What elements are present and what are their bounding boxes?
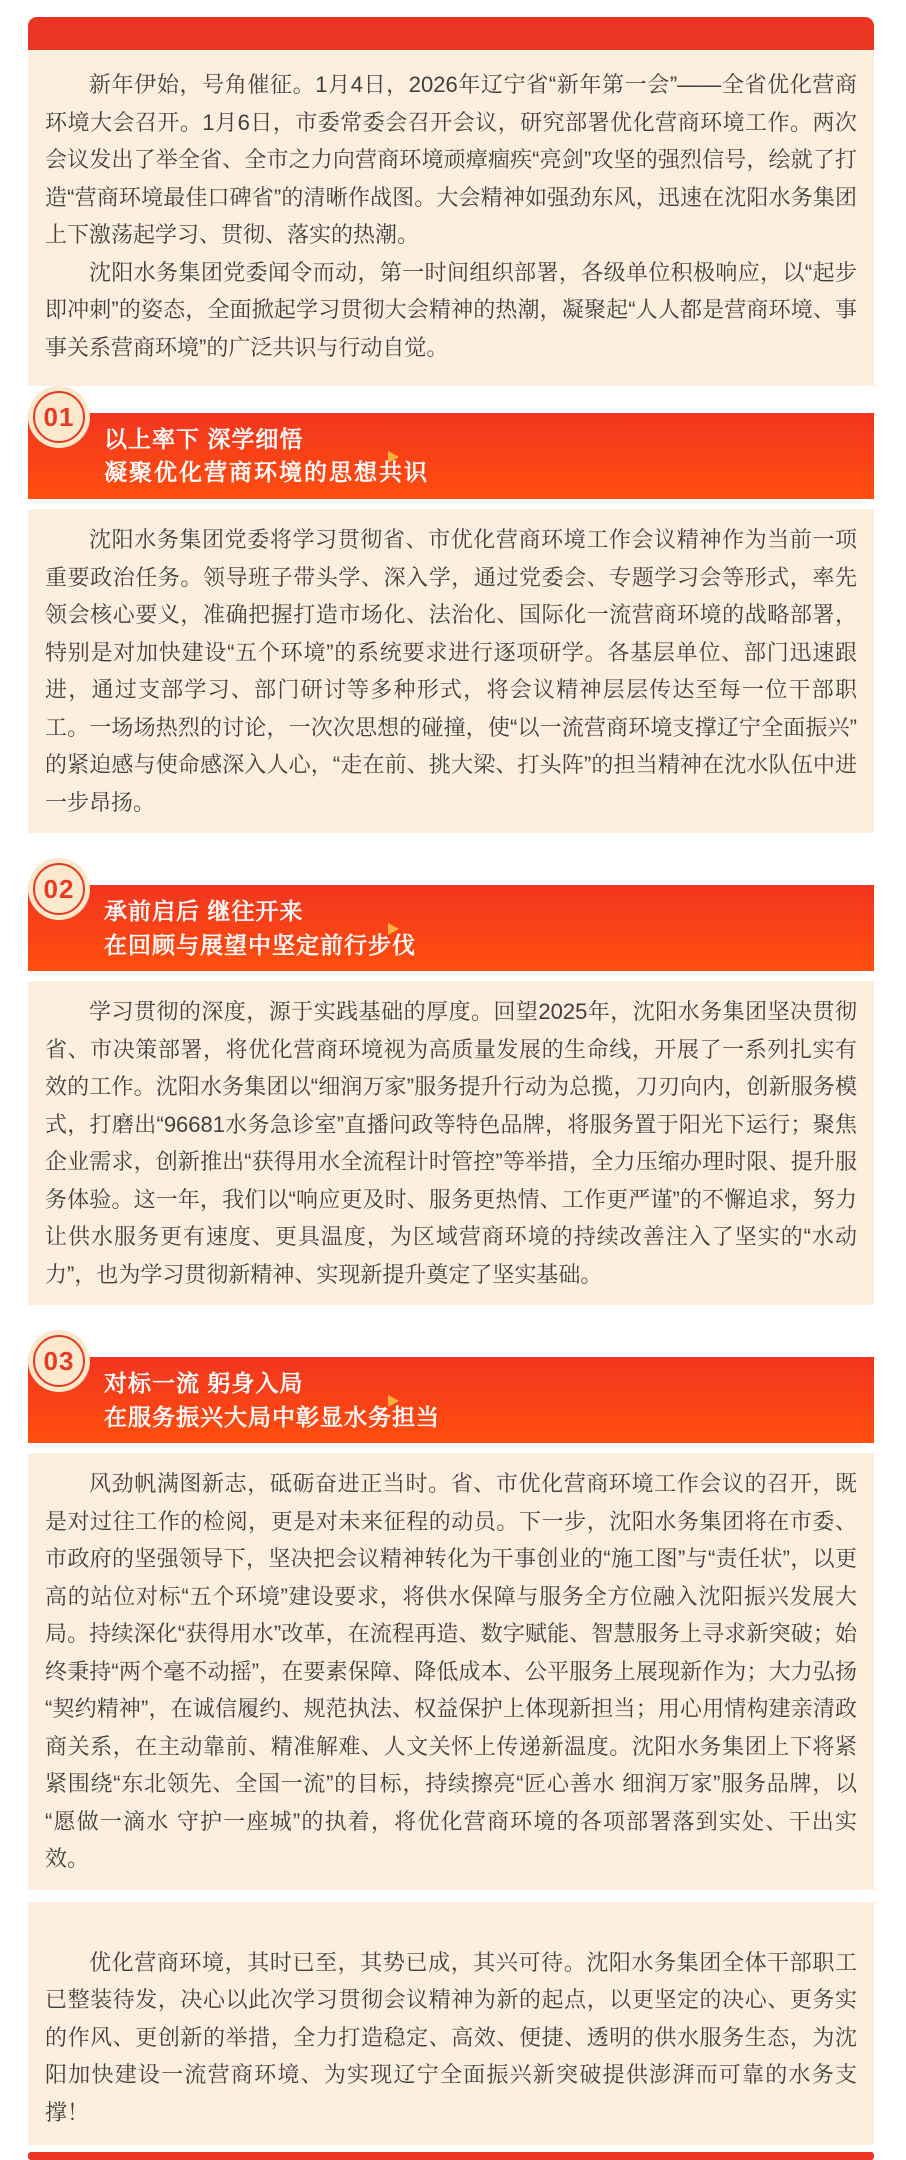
section-02 [28,873,874,1305]
section-03 [28,1345,874,1890]
play-triangle-icon [388,451,399,463]
section-01 [28,401,874,833]
section-number: 01 [43,401,75,432]
article-container [28,17,874,2160]
section-02-number-badge [28,858,90,920]
section-02-title-line1: 承前启后 继往开来 [104,898,304,924]
section-01-body-card [28,509,874,833]
section-02-paragraph: 学习贯彻的深度，源于实践基础的厚度。回望2025年，沈阳水务集团坚决贯彻省、市决策部署，将优化营商环境视为高质量发展的生命线，开展了一系列扎实有效的工作。沈阳水务集团以“细润万家”服务提升行动为总揽，刀刃向内，创新服务模式，打磨出“96681水务急诊室”直播问政等特色品牌，将服务置于阳光下运行；聚焦企业需求，创新推出“获得用水全流程计时管控”等举措，全力压缩办理时限、提升服务体验。这一年，我们以“响应更及时、服务更热情、工作更严谨”的不懈追求，努力让供水服务更有速度、更具温度，为区域营商环境的持续改善注入了坚实的“水动力”，也为学习贯彻新精神、实现新提升奠定了坚实基础。 [45,999,857,1287]
section-02-banner [28,873,874,971]
bottom-red-bar [28,2152,874,2160]
section-02-body-card [28,981,874,1305]
section-03-title-line2: 在服务振兴大局中彰显水务担当 [104,1404,440,1430]
section-03-banner [28,1345,874,1443]
intro-paragraph: 沈阳水务集团党委闻令而动，第一时间组织部署，各级单位积极响应，以“起步即冲刺”的姿态，全面掀起学习贯彻大会精神的热潮，凝聚起“人人都是营商环境、事事关系营商环境”的广泛共识与行动自觉。 [45,259,857,360]
closing-card [28,1902,874,2146]
section-02-title-line2: 在回顾与展望中坚定前行步伐 [104,932,416,958]
intro-card [28,50,874,386]
section-01-number-badge [28,386,90,448]
section-01-title-line2: 凝聚优化营商环境的思想共识 [104,460,429,485]
section-number: 03 [43,1345,75,1376]
play-triangle-icon [388,923,399,935]
section-number: 02 [43,873,75,904]
top-red-bar [28,17,874,50]
section-01-paragraph: 沈阳水务集团党委将学习贯彻省、市优化营商环境工作会议精神作为当前一项重要政治任务。领导班子带头学、深入学，通过党委会、专题学习会等形式，率先领会核心要义，准确把握打造市场化、法治化、国际化一流营商环境的战略部署，特别是对加快建设“五个环境”的系统要求进行逐项研学。各基层单位、部门迅速跟进，通过支部学习、部门研讨等多种形式，将会议精神层层传达至每一位干部职工。一场场热烈的讨论，一次次思想的碰撞，使“以一流营商环境支撑辽宁全面振兴”的紧迫感与使命感深入人心，“走在前、挑大梁、打头阵”的担当精神在沈水队伍中进一步昂扬。 [45,527,857,815]
section-03-body-card [28,1453,874,1890]
section-01-banner [28,401,874,499]
closing-paragraph: 优化营商环境，其时已至，其势已成，其兴可待。沈阳水务集团全体干部职工已整装待发，决心以此次学习贯彻会议精神为新的起点，以更坚定的决心、更务实的作风、更创新的举措，全力打造稳定、高效、便捷、透明的供水服务生态，为沈阳加快建设一流营商环境、为实现辽宁全面振兴新突破提供澎湃而可靠的水务支撑！ [45,1949,857,2125]
section-01-title-line1: 以上率下 深学细悟 [104,426,304,452]
intro-paragraph: 新年伊始，号角催征。1月4日，2026年辽宁省“新年第一会”——全省优化营商环境大会召开。1月6日，市委常委会召开会议，研究部署优化营商环境工作。两次会议发出了举全省、全市之力向营商环境顽瘴痼疾“亮剑”攻坚的强烈信号，绘就了打造“营商环境最佳口碑省”的清晰作战图。大会精神如强劲东风，迅速在沈阳水务集团上下激荡起学习、贯彻、落实的热潮。 [45,72,857,247]
section-03-number-badge [28,1330,90,1392]
section-03-paragraph: 风劲帆满图新志，砥砺奋进正当时。省、市优化营商环境工作会议的召开，既是对过往工作的检阅，更是对未来征程的动员。下一步，沈阳水务集团将在市委、市政府的坚强领导下，坚决把会议精神转化为干事创业的“施工图”与“责任状”，以更高的站位对标“五个环境”建设要求，将供水保障与服务全方位融入沈阳振兴发展大局。持续深化“获得用水”改革，在流程再造、数字赋能、智慧服务上寻求新突破；始终秉持“两个毫不动摇”，在要素保障、降低成本、公平服务上展现新作为；大力弘扬“契约精神”，在诚信履约、规范执法、权益保护上体现新担当；用心用情构建亲清政商关系，在主动靠前、精准解难、人文关怀上传递新温度。沈阳水务集团上下将紧紧围绕“东北领先、全国一流”的目标，持续擦亮“匠心善水 细润万家”服务品牌，以“愿做一滴水 守护一座城”的执着，将优化营商环境的各项部署落到实处、干出实效。 [45,1471,857,1871]
play-triangle-icon [388,1395,399,1407]
section-03-title-line1: 对标一流 躬身入局 [104,1370,304,1396]
